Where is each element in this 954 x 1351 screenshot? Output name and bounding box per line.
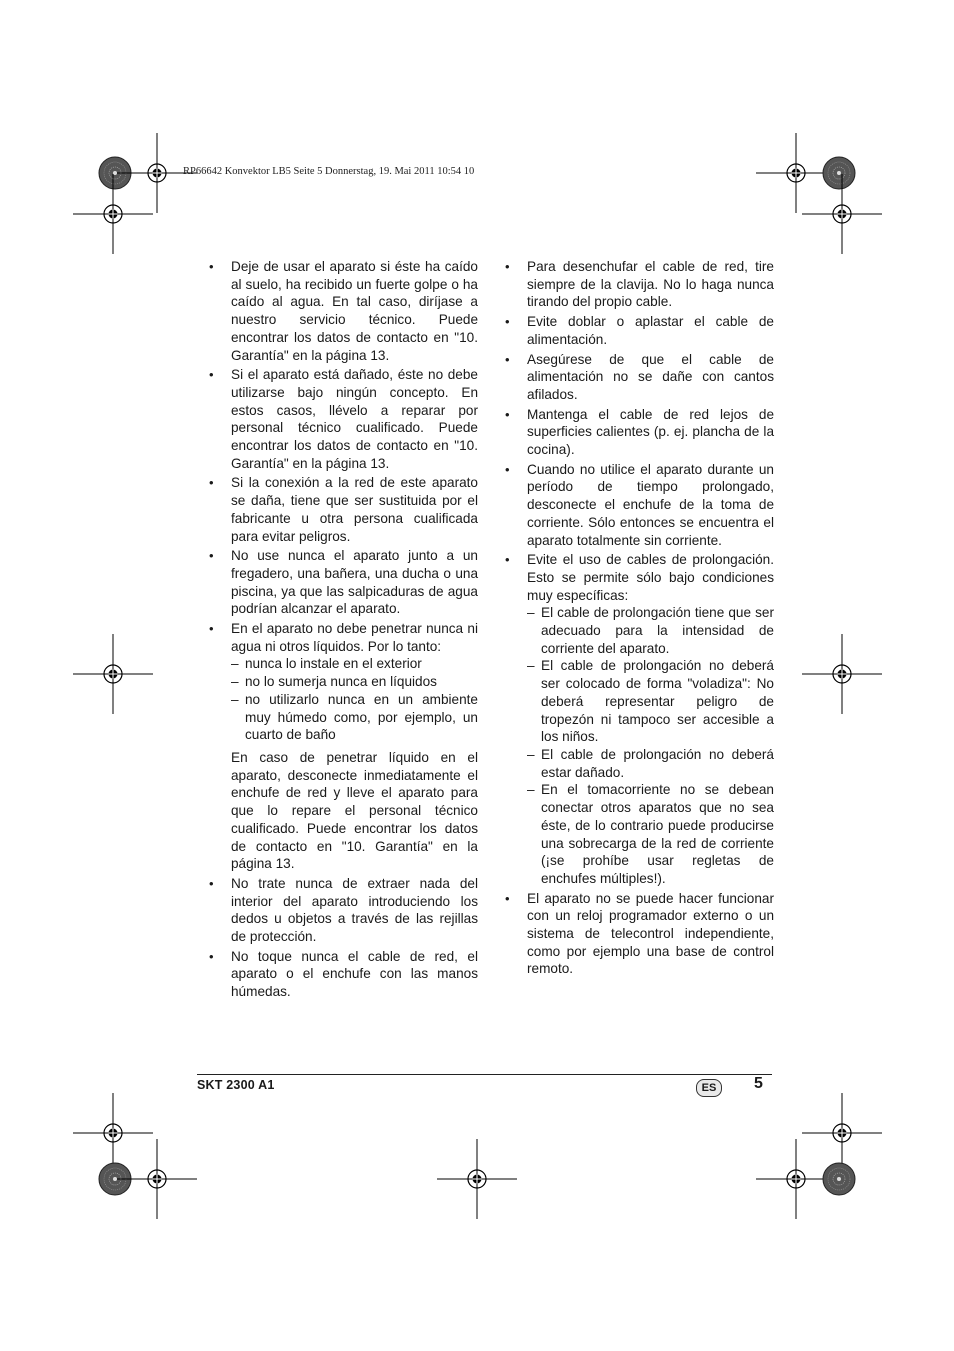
starburst-mark-top-right <box>823 157 855 189</box>
list-item: • Para desenchufar el cable de red, tire siempre de la clavija. No lo haga nunca tirando del propio cable. <box>527 258 774 311</box>
list-item: • No trate nunca de extraer nada del interior del aparato introduciendo los dedos u objetos a través de las rejillas de protección. <box>231 875 478 946</box>
sub-list-item: – En el tomacorriente no se debean conectar otros aparatos que no sea éste, de lo contrario puede producirse una sobrecarga de la red de corriente (¡se prohíbe usar regletas de enchufes múltiples!). <box>527 781 774 887</box>
page-number: 5 <box>754 1075 763 1092</box>
sub-list <box>527 604 774 887</box>
list-item: • No use nunca el aparato junto a un fregadero, una bañera, una ducha o una piscina, ya que las salpicaduras de agua podrían alcanzar el aparato. <box>231 547 478 618</box>
list-item: • Mantenga el cable de red lejos de superficies calientes (p. ej. plancha de la cocina). <box>527 406 774 459</box>
print-slug-header: RP66642 Konvektor LB5 Seite 5 Donnerstag, 19. Mai 2011 10:54 10 <box>183 166 475 177</box>
list-item: • Deje de usar el aparato si éste ha caído al suelo, ha recibido un fuerte golpe o ha caído al agua. En tal caso, diríjase a nuestro servicio técnico. Puede encontrar los datos de contacto en "10. Garantía" en la página 13. <box>231 258 478 364</box>
sub-list-item: – El cable de prolongación tiene que ser adecuado para la intensidad de corriente del aparato. <box>527 604 774 657</box>
crosshair-mark <box>802 634 882 714</box>
sub-list-item: – nunca lo instale en el exterior <box>231 655 478 673</box>
list-item-liquids <box>231 620 478 873</box>
crosshair-mark <box>437 1139 517 1219</box>
crosshair-mark <box>73 634 153 714</box>
list-item: • Cuando no utilice el aparato durante un período de tiempo prolongado, desconecte el enchufe de la toma de corriente. Sólo entonces se encuentra el aparato totalmente sin corriente. <box>527 461 774 550</box>
crosshair-mark <box>117 1139 197 1219</box>
list-item: • Si el aparato está dañado, éste no debe utilizarse bajo ningún concepto. En estos casos, llévelo a reparar por personal técnico cualificado. Puede encontrar los datos de contacto en "10. Garantía" en la página 13. <box>231 366 478 472</box>
list-item: • Si la conexión a la red de este aparato se daña, tiene que ser sustituida por el fabricante u otra persona cualificada para evitar peligros. <box>231 474 478 545</box>
right-column <box>527 258 774 980</box>
safety-list-right <box>527 258 774 978</box>
list-item: • Asegúrese de que el cable de alimentación no se dañe con cantos afilados. <box>527 351 774 404</box>
crosshair-mark <box>802 174 882 254</box>
footer-divider <box>197 1074 772 1075</box>
left-column <box>231 258 478 1003</box>
sub-list-item: – no lo sumerja nunca en líquidos <box>231 673 478 691</box>
list-item: • Evite doblar o aplastar el cable de alimentación. <box>527 313 774 348</box>
crosshair-mark <box>802 1093 882 1173</box>
list-item-extension-cables <box>527 551 774 887</box>
starburst-mark-bottom-right <box>823 1163 855 1195</box>
list-item: • No toque nunca el cable de red, el aparato o el enchufe con las manos húmedas. <box>231 948 478 1001</box>
language-badge: ES <box>696 1079 722 1097</box>
sub-list-item: – El cable de prolongación no deberá ser colocado de forma "voladiza": No deberá representar peligro de tropezón ni tampoco ser accesible a los niños. <box>527 657 774 746</box>
crosshair-mark <box>73 174 153 254</box>
safety-list-left <box>231 258 478 1001</box>
sub-list-item: – El cable de prolongación no deberá estar dañado. <box>527 746 774 781</box>
crosshair-mark <box>73 1093 153 1173</box>
model-number: SKT 2300 A1 <box>197 1078 275 1092</box>
sub-list <box>231 655 478 744</box>
list-item-text: En el aparato no debe penetrar nunca ni agua ni otros líquidos. Por lo tanto: <box>231 621 478 654</box>
list-item-text: Evite el uso de cables de prolongación. Esto se permite sólo bajo condiciones muy específicas: <box>527 552 774 603</box>
follow-up-paragraph: En caso de penetrar líquido en el aparato, desconecte inmediatamente el enchufe de red y lleve el aparato para que lo repare el personal técnico cualificado. Puede encontrar los datos de contacto en "10. Garantía" en la página 13. <box>231 749 478 872</box>
list-item: • El aparato no se puede hacer funcionar con un reloj programador externo o un sistema de telecontrol independiente, como por ejemplo una base de control remoto. <box>527 890 774 979</box>
sub-list-item: – no utilizarlo nunca en un ambiente muy húmedo como, por ejemplo, un cuarto de baño <box>231 691 478 744</box>
